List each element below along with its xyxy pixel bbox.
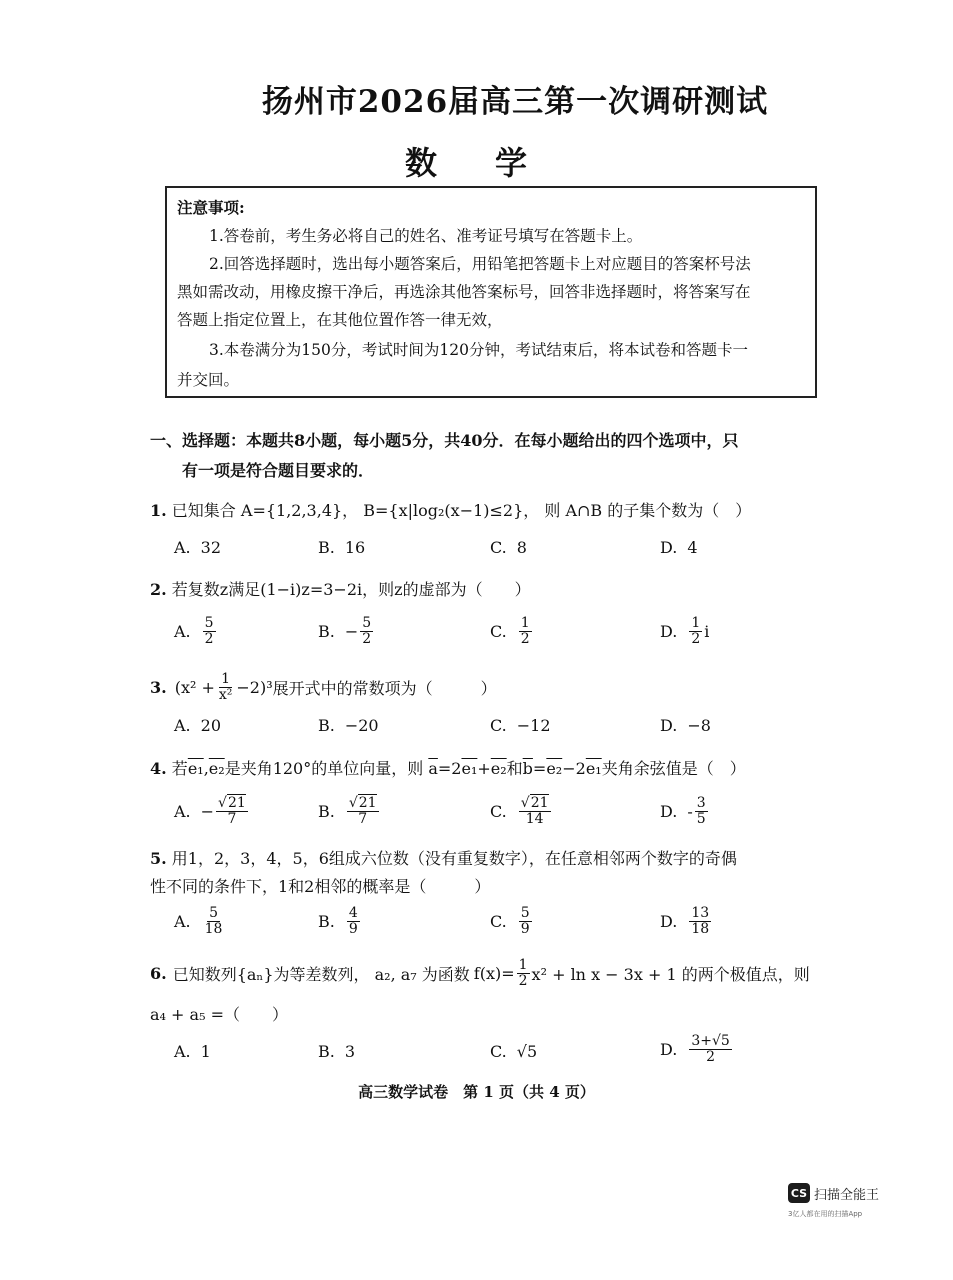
question-2 [150,577,531,600]
q1-option-b: B. 16 [318,538,366,557]
question-text: 用1，2，3，4，5，6组成六位数（没有重复数字），在任意相邻两个数字的奇偶 [171,849,737,868]
logo-tagline: 3亿人都在用的扫描App [788,1210,863,1218]
question-6: 6. 已知数列{aₙ}为等差数列， a₂, a₇ 为函数 f(x)= $\frac{1}{2}$ x² + ln x − 3x + 1 的两个极值点，则 [150,957,810,989]
question-4: 4. 若e₁,e₂是夹角120°的单位向量，则 $\overline{a}=2e_1+e_2$和$\overline{b}=e_2-2e_1$夹角余弦值是（ ） [150,759,746,778]
q6-option-d: D. $\frac{3+√5}{2}$ [660,1033,730,1065]
q5-option-b: B. $\frac{4}{9}$ [318,905,358,937]
notice-box [165,186,817,398]
q2-option-c: C. $\frac{1}{2}$ [490,615,530,647]
question-text: 已知集合 A={1,2,3,4}， B={x|log₂(x−1)≤2}， 则 A∩B 的子集个数为（ ） [171,501,752,520]
notice-line: 3.本卷满分为150分，考试时间为120分钟，考试结束后，将本试卷和答题卡一 [209,341,748,359]
notice-line: 黑如需改动，用橡皮擦干净后，再选涂其他答案标号，回答非选择题时，将答案写在 [177,283,751,301]
logo-name: 扫描全能王 [814,1188,880,1203]
notice-line: 1.答卷前，考生务必将自己的姓名、准考证号填写在答题卡上。 [209,227,643,245]
q6-option-c: C. √5 [490,1042,538,1061]
subject-title: 数学 [404,144,585,182]
question-3: 3. (x² + $\frac{1}{\text{x²}}$ −2)³ 展开式中的常数项为（ ） [150,671,497,703]
q6-option-a: A. 1 [174,1042,211,1061]
question-number: 2. [150,580,167,599]
q4-option-a: A. − $\frac{√21}{7}$ [174,795,246,827]
question-text: 展开式中的常数项为（ ） [272,678,497,698]
page-footer: 高三数学试卷 第 1 页（共 4 页） [358,1083,595,1101]
question-number: 1. [150,501,167,520]
section-heading-cont: 有一项是符合题目要求的． [182,461,375,480]
q4-option-b: B. $\frac{√21}{7}$ [318,795,377,827]
q3-option-c: C. −12 [490,716,551,735]
section-heading: 一、选择题：本题共8小题，每小题5分，共40分．在每小题给出的四个选项中，只 [150,431,739,450]
notice-line: 2.回答选择题时，选出每小题答案后，用铅笔把答题卡上对应题目的答案杯号法 [209,255,751,273]
question-number: 6. [150,963,167,983]
notice-line: 并交回。 [177,371,240,389]
q2-option-d: D. $\frac{1}{2}$ i [660,615,710,647]
question-number: 5. [150,849,167,868]
notice-line: 答题上指定位置上，在其他位置作答一律无效， [177,311,503,329]
question-6-cont: a₄ + a₅ =（ ） [150,1005,288,1024]
q4-option-d: D. - $\frac{3}{5}$ [660,795,706,827]
q5-option-a: A. $\frac{5}{18}$ [174,905,223,937]
question-1 [150,498,751,521]
q3-option-b: B. −20 [318,716,379,735]
q3-option-a: A. 20 [174,716,221,735]
q3-option-d: D. −8 [660,716,711,735]
question-number: 4. [150,759,167,778]
question-5 [150,846,737,869]
q6-option-b: B. 3 [318,1042,356,1061]
notice-heading: 注意事项: [177,198,245,217]
q4-option-c: C. $\frac{√21}{14}$ [490,795,549,827]
question-text: 若复数z满足(1−i)z=3−2i，则z的虚部为（ ） [171,580,531,599]
camscanner-logo-icon: CS [788,1183,810,1203]
q1-option-c: C. 8 [490,538,527,557]
q1-option-d: D. 4 [660,538,698,557]
q2-option-b: B. − $\frac{5}{2}$ [318,615,372,647]
q2-option-a: A. $\frac{5}{2}$ [174,615,214,647]
question-5-cont: 性不同的条件下，1和2相邻的概率是（ ） [150,877,491,896]
q1-option-a: A. 32 [174,538,221,557]
q5-option-d: D. $\frac{13}{18}$ [660,905,710,937]
question-number: 3. [150,677,167,697]
exam-title: 扬州市2026届高三第一次调研测试 [261,84,769,120]
q5-option-c: C. $\frac{5}{9}$ [490,905,530,937]
